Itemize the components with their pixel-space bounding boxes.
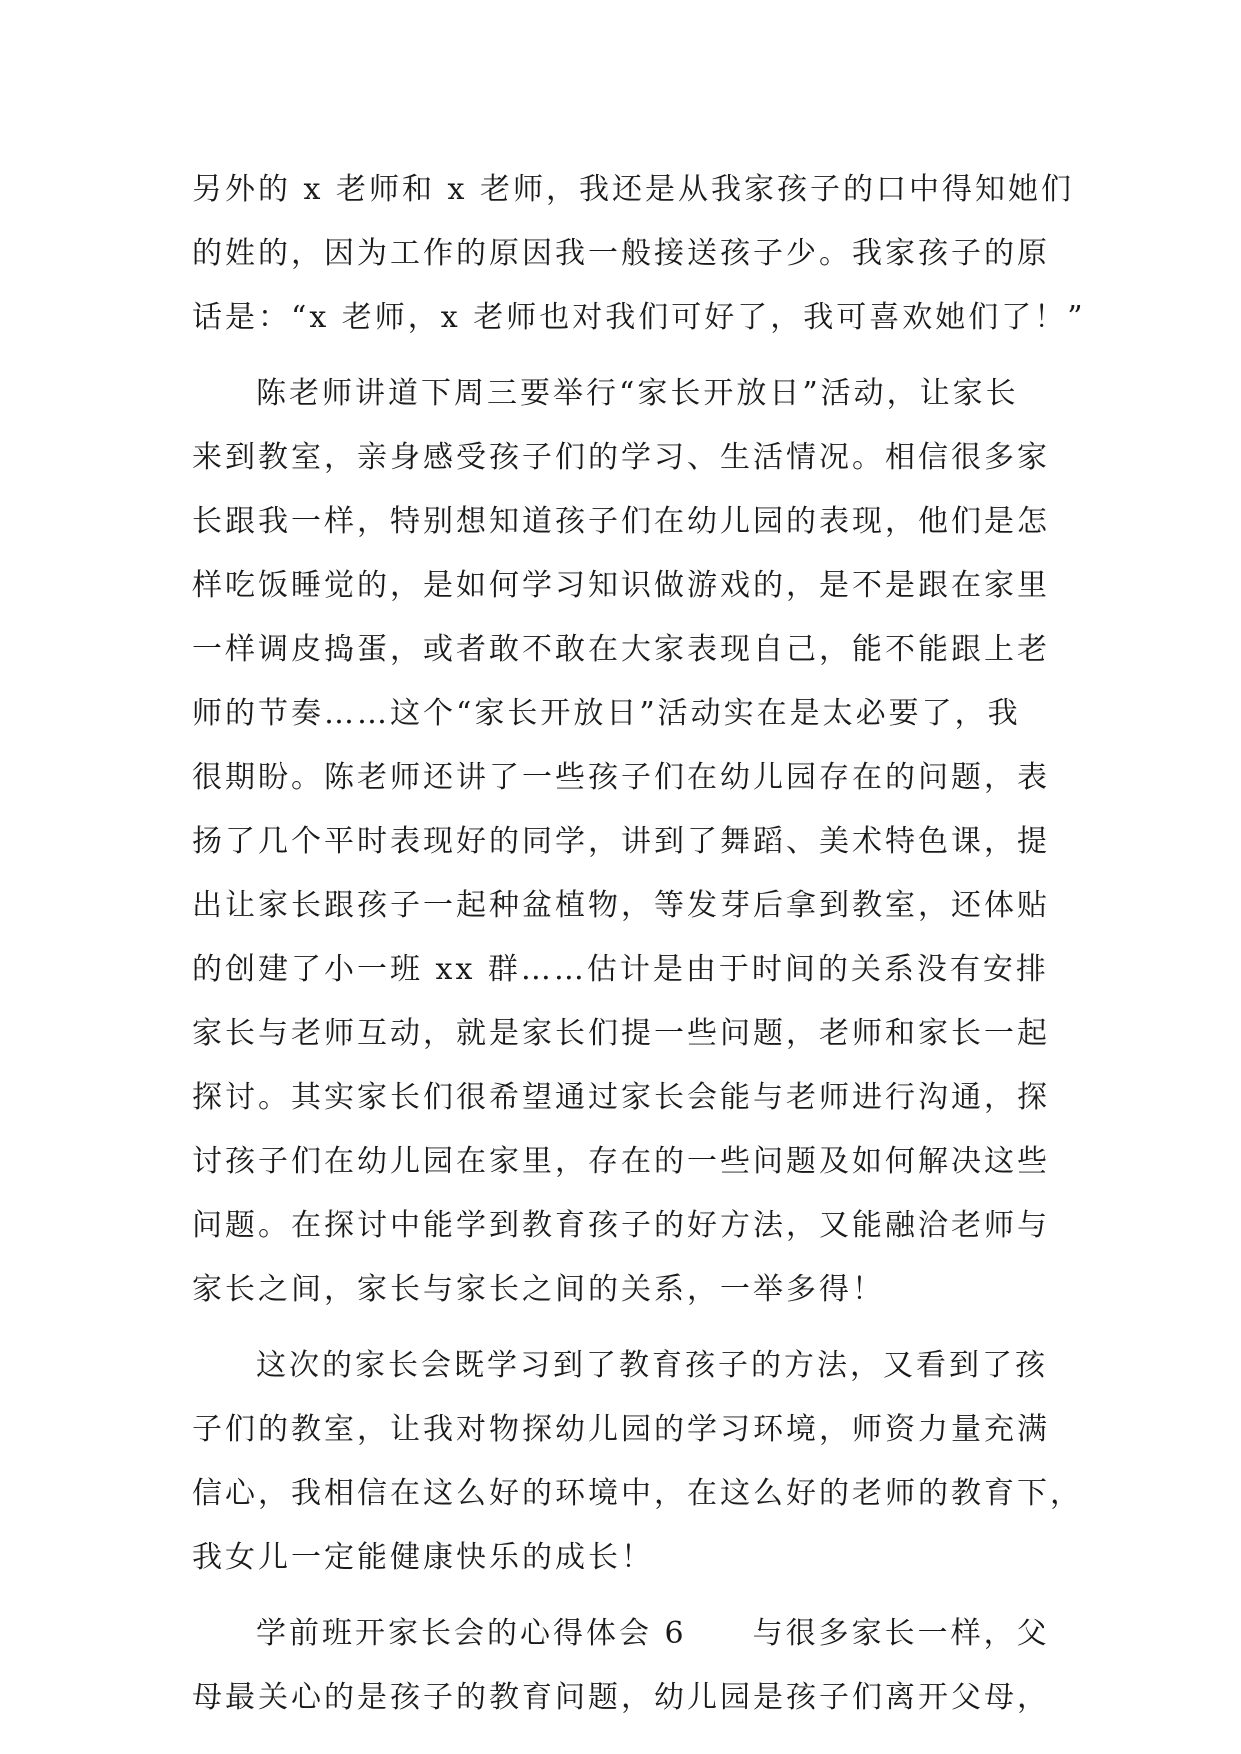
text-line: 师的节奏……这个“家长开放日”活动实在是太必要了，我 xyxy=(192,696,1021,731)
text-line: 我女儿一定能健康快乐的成长！ xyxy=(192,1540,654,1575)
text-line: 很期盼。陈老师还讲了一些孩子们在幼儿园存在的问题，表 xyxy=(192,760,1050,795)
text-line: 扬了几个平时表现好的同学，讲到了舞蹈、美术特色课，提 xyxy=(192,824,1050,859)
text-line: 话是：“x 老师，x 老师也对我们可好了，我可喜欢她们了！” xyxy=(192,300,1086,335)
text-line: 讨孩子们在幼儿园在家里，存在的一些问题及如何解决这些 xyxy=(192,1144,1050,1179)
text-line: 一样调皮捣蛋，或者敢不敢在大家表现自己，能不能跟上老 xyxy=(192,632,1050,667)
text-line: 另外的 x 老师和 x 老师，我还是从我家孩子的口中得知她们 xyxy=(192,172,1074,207)
text-line: 长跟我一样，特别想知道孩子们在幼儿园的表现，他们是怎 xyxy=(192,504,1050,539)
text-line: 出让家长跟孩子一起种盆植物，等发芽后拿到教室，还体贴 xyxy=(192,888,1050,923)
text-line: 母最关心的是孩子的教育问题，幼儿园是孩子们离开父母， xyxy=(192,1680,1050,1715)
paragraph-first-line: 学前班开家长会的心得体会 6 与很多家长一样，父 xyxy=(256,1616,1050,1651)
paragraph-first-line: 这次的家长会既学习到了教育孩子的方法，又看到了孩 xyxy=(256,1348,1048,1383)
paragraph-first-line: 陈老师讲道下周三要举行“家长开放日”活动，让家长 xyxy=(256,376,1019,411)
text-line: 信心，我相信在这么好的环境中，在这么好的老师的教育下， xyxy=(192,1476,1083,1511)
body-text xyxy=(192,158,1086,1730)
text-line: 问题。在探讨中能学到教育孩子的好方法，又能融洽老师与 xyxy=(192,1208,1050,1243)
text-line: 来到教室，亲身感受孩子们的学习、生活情况。相信很多家 xyxy=(192,440,1050,475)
text-line: 探讨。其实家长们很希望通过家长会能与老师进行沟通，探 xyxy=(192,1080,1050,1115)
text-line: 的创建了小一班 xx 群……估计是由于时间的关系没有安排 xyxy=(192,952,1049,987)
text-line: 的姓的，因为工作的原因我一般接送孩子少。我家孩子的原 xyxy=(192,236,1050,271)
text-line: 样吃饭睡觉的，是如何学习知识做游戏的，是不是跟在家里 xyxy=(192,568,1050,603)
text-line: 子们的教室，让我对物探幼儿园的学习环境，师资力量充满 xyxy=(192,1412,1050,1447)
text-line: 家长之间，家长与家长之间的关系，一举多得！ xyxy=(192,1272,885,1307)
text-line: 家长与老师互动，就是家长们提一些问题，老师和家长一起 xyxy=(192,1016,1050,1051)
